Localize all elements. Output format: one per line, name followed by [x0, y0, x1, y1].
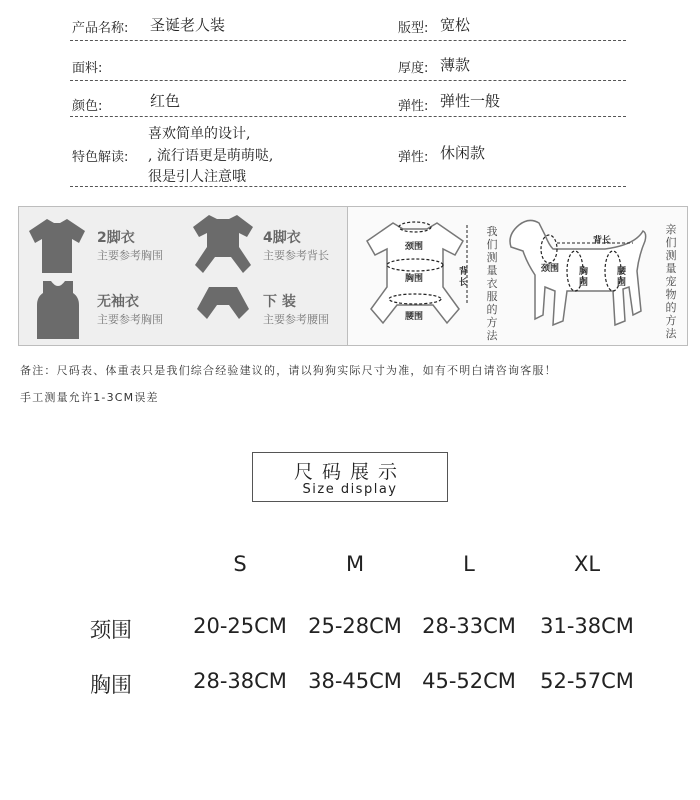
tip-title: 下 装 [263, 294, 296, 310]
size-cell: 28-33CM [422, 614, 516, 638]
tip-subtitle: 主要参考腰围 [263, 313, 329, 326]
fit-label: 版型: [398, 21, 429, 36]
jumpsuit-icon [191, 213, 255, 275]
size-cell: 28-38CM [193, 669, 287, 693]
tshirt-icon [27, 215, 87, 275]
size-column-l: L [463, 552, 475, 576]
thickness-value: 薄款 [440, 56, 471, 74]
features-line-3: 很是引人注意哦 [148, 169, 246, 185]
garment-waist-label: 腰围 [405, 312, 424, 322]
color-label: 颜色: [72, 99, 103, 114]
row-label-neck: 颈围 [90, 618, 132, 642]
measure-guide-panel [18, 206, 688, 346]
dog-method-text: 亲们测量宠物的方法 [665, 223, 677, 340]
size-display-subtitle: Size display [302, 482, 398, 497]
size-cell: 20-25CM [193, 614, 287, 638]
row-label-chest: 胸围 [90, 673, 132, 697]
tip-subtitle: 主要参考背长 [263, 249, 329, 262]
clothing-type-tips [19, 207, 347, 345]
divider [70, 40, 626, 41]
tip-title: 4脚衣 [263, 230, 301, 246]
garment-chest-label: 胸围 [405, 274, 424, 284]
tip-title: 无袖衣 [97, 294, 139, 310]
tip-title: 2脚衣 [97, 230, 135, 246]
fabric-label: 面料: [72, 61, 103, 76]
elasticity-value: 弹性一般 [440, 92, 501, 110]
note-line-2: 手工测量允许1-3CM误差 [20, 391, 159, 404]
tip-subtitle: 主要参考胸围 [97, 313, 163, 326]
features-line-2: , 流行语更是萌萌哒, [148, 148, 274, 164]
size-cell: 52-57CM [540, 669, 634, 693]
dog-neck-label: 颈围 [541, 264, 560, 274]
size-cell: 31-38CM [540, 614, 634, 638]
vest-icon [35, 279, 81, 341]
product-name-value: 圣诞老人装 [150, 16, 226, 34]
size-column-s: S [233, 552, 247, 576]
features-line-1: 喜欢简单的设计, [148, 126, 251, 142]
product-name-label: 产品名称: [72, 21, 129, 36]
size-cell: 25-28CM [308, 614, 402, 638]
style-label: 弹性: [398, 150, 429, 165]
size-column-xl: XL [573, 552, 601, 576]
garment-neck-label: 颈围 [405, 242, 424, 252]
color-value: 红色 [150, 92, 181, 110]
divider [70, 116, 626, 117]
garment-method-text: 我们测量衣服的方法 [486, 225, 498, 342]
size-cell: 45-52CM [422, 669, 516, 693]
thickness-label: 厚度: [398, 61, 429, 76]
garment-back-label: 背长 [459, 267, 469, 288]
size-display-title: 尺码展示 [293, 461, 406, 483]
tip-subtitle: 主要参考胸围 [97, 249, 163, 262]
size-cell: 38-45CM [308, 669, 402, 693]
style-value: 休闲款 [440, 144, 486, 162]
divider [70, 80, 626, 81]
dog-waist-label: 腰围 [617, 267, 627, 288]
size-display-header [252, 452, 448, 502]
size-column-m: M [345, 552, 365, 576]
elasticity-label: 弹性: [398, 99, 429, 114]
note-line-1: 备注：尺码表、体重表只是我们综合经验建议的，请以狗狗实际尺寸为准，如有不明白请咨询客服！ [20, 364, 557, 377]
panel-divider [347, 207, 348, 345]
fit-value: 宽松 [440, 16, 471, 34]
pants-icon [195, 285, 251, 331]
dog-back-label: 背长 [593, 236, 612, 246]
dog-chest-label: 胸围 [579, 267, 589, 288]
divider [70, 186, 626, 187]
features-label: 特色解读: [72, 150, 129, 165]
